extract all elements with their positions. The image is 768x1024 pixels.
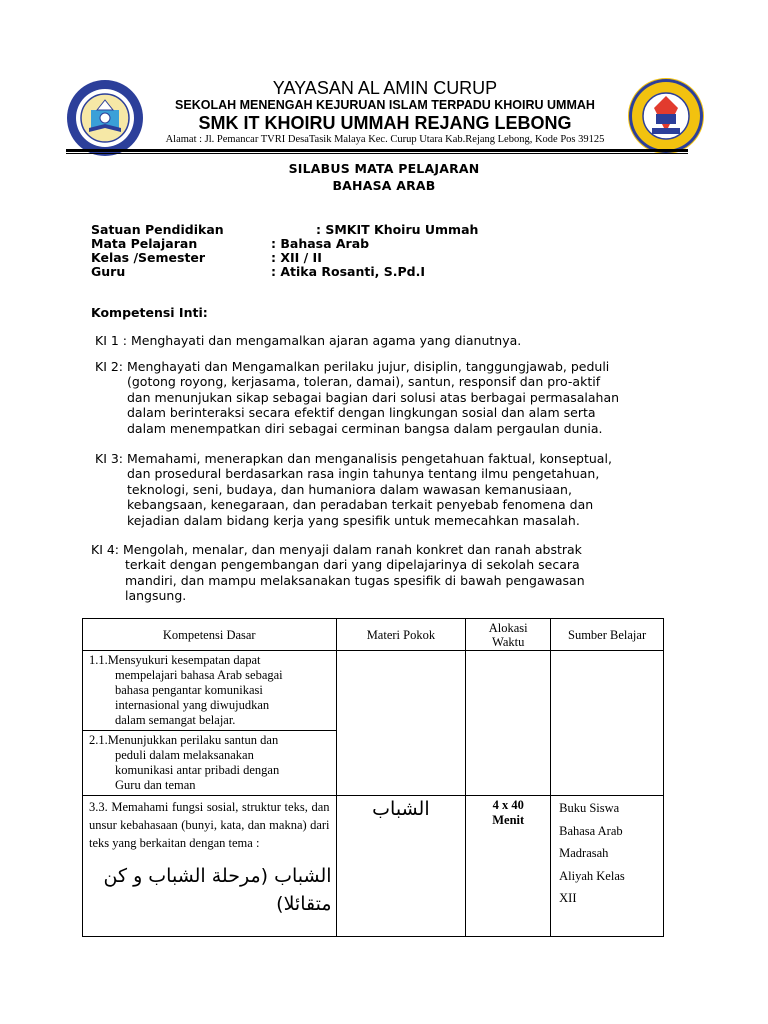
school-name: SMK IT KHOIRU UMMAH REJANG LEBONG xyxy=(198,113,572,133)
alokasi-text xyxy=(466,796,550,828)
materi-cell xyxy=(336,796,466,937)
ki-2-line: KI 2: Menghayati dan Mengamalkan perilaku jujur, disiplin, tanggungjawab, peduli xyxy=(95,359,610,374)
table-row xyxy=(83,651,664,731)
kd-text-line: internasional yang diwujudkan xyxy=(115,698,270,712)
identity-value-kelas: : XII / II xyxy=(271,250,322,265)
alokasi-empty-cell xyxy=(466,651,551,796)
ki-3-line: dan prosedural berdasarkan rasa ingin tahunya tentang ilmu pengetahuan, xyxy=(127,466,600,482)
sumber-line: Madrasah xyxy=(559,846,609,860)
materi-pokok-text: الشباب xyxy=(372,798,430,820)
table-row xyxy=(83,796,664,937)
school-emblem-icon xyxy=(67,80,143,156)
foundation-name: YAYASAN AL AMIN CURUP xyxy=(272,78,498,98)
ki-3-line: kebangsaan, kenegaraan, dan peradaban terkait penyebab fenomena dan xyxy=(127,497,594,513)
kd-2-1-cell xyxy=(83,731,337,796)
kd-3-3-arabic-theme: الشباب (مرحلة الشباب و كن متقائلا) xyxy=(103,865,332,915)
syllabus-table xyxy=(82,618,664,937)
kd-text-line: dalam semangat belajar. xyxy=(115,713,236,727)
kd-3-3-text: 3.3. Memahami fungsi sosial, struktur teks, dan unsur kebahasaan (bunyi, kata, dan makna) dari teks yang berkaitan dengan tema : xyxy=(89,800,330,850)
materi-empty-cell xyxy=(336,651,466,796)
ki-3-line: teknologi, seni, budaya, dan humaniora dalam wawasan kemanusiaan, xyxy=(127,481,572,497)
identity-label-mapel: Mata Pelajaran xyxy=(91,236,198,251)
kd-3-3-cell xyxy=(83,796,337,937)
identity-label-guru: Guru xyxy=(91,264,126,279)
identity-value-satuan: : SMKIT Khoiru Ummah xyxy=(316,222,479,237)
sumber-line: Buku Siswa xyxy=(559,801,620,815)
kd-text-line: 1.1.Mensyukuri kesempatan dapat xyxy=(89,653,261,667)
header-alokasi-line: Waktu xyxy=(492,634,525,649)
sumber-empty-cell xyxy=(551,651,664,796)
kd-2-1-text xyxy=(83,731,336,795)
kd-text-line: Guru dan teman xyxy=(115,778,196,792)
school-address: Alamat : Jl. Pemancar TVRI DesaTasik Malaya Kec. Curup Utara Kab.Rejang Lebong, Kode Pos 39125 xyxy=(165,134,605,145)
header-materi-pokok: Materi Pokok xyxy=(336,619,466,651)
identity-value-guru: : Atika Rosanti, S.Pd.I xyxy=(271,264,425,279)
ki-4-line: langsung. xyxy=(125,588,187,604)
sumber-line: Bahasa Arab xyxy=(559,823,623,838)
document-title: SILABUS MATA PELAJARAN xyxy=(288,161,480,176)
sumber-text xyxy=(551,796,663,911)
kd-text-line: peduli dalam melaksanakan xyxy=(115,748,254,762)
school-full-name: SEKOLAH MENENGAH KEJURUAN ISLAM TERPADU KHOIRU UMMAH xyxy=(175,98,595,112)
kd-text-line: bahasa pengantar komunikasi xyxy=(115,683,263,697)
identity-value-mapel: : Bahasa Arab xyxy=(271,236,370,251)
kd-text-line: 2.1.Menunjukkan perilaku santun dan xyxy=(89,733,279,747)
header-alokasi-waktu xyxy=(466,619,551,651)
ki-4-line: KI 4: Mengolah, menalar, dan menyaji dalam ranah konkret dan ranah abstrak xyxy=(91,542,582,557)
ki-2-line: (gotong royong, kerjasama, toleran, damai), santun, responsif dan pro-aktif xyxy=(127,374,601,390)
sumber-cell xyxy=(551,796,664,937)
kd-text-line: mempelajari bahasa Arab sebagai xyxy=(115,668,283,682)
table-header-row xyxy=(83,619,664,651)
ki-2-line: dalam berinteraksi secara efektif dengan lingkungan sosial dan alam serta xyxy=(127,405,596,421)
ki-4 xyxy=(91,542,585,604)
header-divider xyxy=(66,149,688,154)
ki-2 xyxy=(95,359,619,436)
alokasi-line: 4 x 40 xyxy=(492,798,524,812)
sumber-line: XII xyxy=(559,891,577,905)
foundation-emblem-icon xyxy=(628,78,704,154)
ki-4-line: terkait dengan pengembangan dari yang dipelajarinya di sekolah secara xyxy=(125,557,580,573)
ki-3-line: KI 3: Memahami, menerapkan dan menganalisis pengetahuan faktual, konseptual, xyxy=(95,451,612,466)
sumber-line: Aliyah Kelas xyxy=(559,868,625,883)
kd-text-line: komunikasi antar pribadi dengan xyxy=(115,763,280,777)
ki-3 xyxy=(95,451,612,528)
identity-label-satuan: Satuan Pendidikan xyxy=(91,222,224,237)
ki-1 xyxy=(95,333,521,348)
alokasi-line: Menit xyxy=(492,813,525,827)
ki-4-line: mandiri, dan mampu melaksanakan tugas spesifik di bawah pengawasan xyxy=(125,572,585,588)
ki-3-line: kejadian dalam bidang kerja yang spesifik untuk memecahkan masalah. xyxy=(127,512,580,528)
kd-1-1-text xyxy=(83,651,336,730)
header-alokasi-line: Alokasi xyxy=(488,620,528,635)
identity-label-kelas: Kelas /Semester xyxy=(91,250,206,265)
header-sumber-belajar: Sumber Belajar xyxy=(551,619,664,651)
ki-2-line: dalam menempatkan diri sebagai cerminan bangsa dalam pergaulan dunia. xyxy=(127,420,603,436)
document-subtitle: BAHASA ARAB xyxy=(332,178,436,193)
ki-2-line: dan menunjukan sikap sebagai bagian dari solusi atas berbagai permasalahan xyxy=(127,389,620,405)
alokasi-cell xyxy=(466,796,551,937)
ki-1-line: KI 1 : Menghayati dan mengamalkan ajaran agama yang dianutnya. xyxy=(95,333,522,348)
ki-heading: Kompetensi Inti: xyxy=(91,305,208,320)
kd-1-1-cell xyxy=(83,651,337,731)
header-kompetensi-dasar: Kompetensi Dasar xyxy=(83,619,337,651)
